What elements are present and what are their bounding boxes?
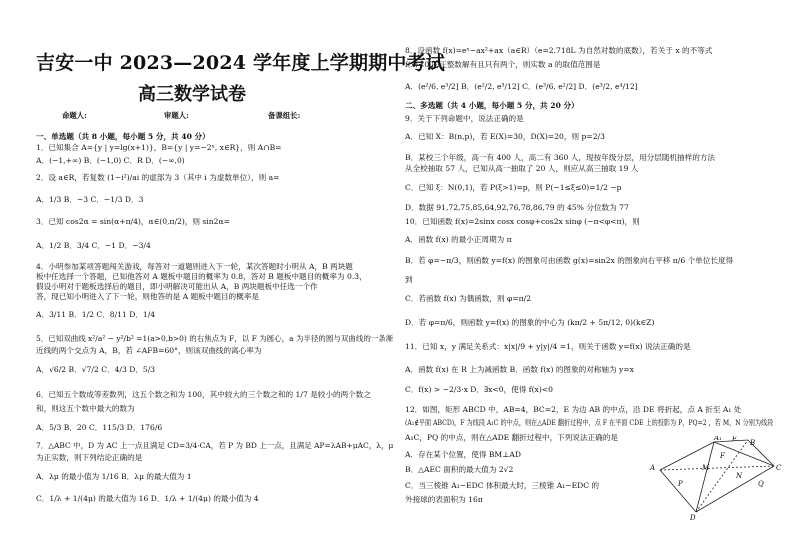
fig-label-c: C — [776, 464, 782, 472]
right-line-18: C．f(x) > −2/3·x D．∃x<0，使得 f(x)<0 — [405, 385, 553, 394]
fig-edge-ad — [660, 470, 696, 512]
left-line-1: 1．已知集合 A={y | y=lg(x+1)}，B={y | y=−2ˣ, x∈R}，则 A∩B= — [36, 143, 282, 152]
exam-subtitle: 高三数学试卷 — [138, 84, 246, 105]
left-line-21: C．1/λ + 1/(4μ) 的最大值为 16 D．1/λ + 1/(4μ) 的最小值为 4 — [36, 494, 259, 503]
right-line-4: 9．关于下列命题中，说法正确的是 — [405, 114, 524, 123]
right-line-21: A₁C，PQ 的中点，则在△ADE 翻折过程中，下列说法正确的是 — [405, 433, 618, 442]
left-line-14: A．√6/2 B．√7/2 C．4/3 D．5/3 — [36, 365, 156, 374]
fig-label-e: E — [732, 436, 738, 443]
fig-edge-ed — [696, 442, 714, 512]
left-line-19: 为正实数，则下列结论正确的是 — [36, 453, 143, 462]
right-line-1: f(x)<0 的正整数解有且只有两个，则实数 a 的取值范围是 — [405, 60, 601, 69]
left-line-7: 4．小明参加某项答题闯关游戏，每答对一道题则进入下一轮，某次答题时小明从 A，B 两块题 — [36, 262, 353, 271]
right-line-5: A．已知 X：B(n,p)，若 E(X)=30，D(X)=20，则 p=2/3 — [405, 132, 605, 141]
right-line-23: B．△AEC 面积的最大值为 2√2 — [405, 465, 514, 474]
left-line-3: 2．设 a∈R，若复数 (1−i²)/ai 的虚部为 3（其中 i 为虚数单位），则 a= — [36, 173, 280, 182]
fig-label-b: B — [750, 439, 756, 447]
left-line-12: 5．已知双曲线 x²/a² − y²/b² =1(a>0,b>0) 的右焦点为 F，以 F 为圆心，a 为半径的圆与双曲线的一条渐 — [36, 334, 394, 343]
fig-label-q: Q — [758, 480, 764, 488]
left-line-15: 6．已知五个数成等差数列，这五个数之和为 100，其中较大的三个数之和的 1/7 是较小的两个数之 — [36, 390, 371, 399]
left-line-8: 板中任选择一个答题，已知他答对 A 题板中题目的概率为 0.8，答对 B 题板中题目的概率为 0.3， — [36, 272, 367, 281]
right-line-9: D．数据 91,72,75,85,64,92,76,78,86,79 的 45% 分位数为 77 — [405, 203, 629, 212]
right-line-19: 12．如图，矩形 ABCD 中，AB=4，BC=2，E 为边 AB 的中点，沿 DE 将折起，点 A 折至 A₁ 处 — [405, 405, 742, 414]
left-line-13: 近线的两个交点为 A，B，若 ∠AFB=60°，则该双曲线的离心率为 — [36, 346, 262, 355]
right-line-7: 从全校抽取 57 人，已知从高一抽取了 20 人，则应从高三抽取 19 人 — [405, 164, 639, 173]
fig-edge-a1c — [660, 466, 774, 470]
right-line-13: 到 — [405, 275, 413, 284]
right-line-17: A．函数 f(x) 在 R 上为减函数 B．函数 f(x) 的图象的对称轴为 y=x — [405, 365, 634, 374]
fig-label-f: F — [720, 452, 725, 460]
right-line-8: C．已知 ξ：N(0,1)，若 P(ξ>1)=p，则 P(−1≤ξ≤0)=1/2 −p — [405, 183, 622, 192]
left-line-17: A．5/3 B．20 C．115/3 D．176/6 — [36, 423, 163, 432]
exam-title: 吉安一中 2023—2024 学年度上学期期中考试 — [36, 52, 445, 74]
right-line-24: C．当三棱锥 A₁−EDC 体积最大时，三棱锥 A₁−EDC 的 — [405, 481, 600, 490]
fig-label-p: P — [678, 480, 683, 488]
left-line-6: A．1/2 B．3/4 C．−1 D．−3/4 — [36, 241, 151, 250]
fig-label-d: D — [690, 514, 696, 522]
geometry-figure — [640, 436, 790, 526]
left-line-2: A．(−1,+∞) B．(−1,0) C．R D．(−∞,0) — [36, 156, 185, 165]
left-line-0: 一、单选题（共 8 小题，每小题 5 分，共 40 分） — [36, 132, 210, 141]
right-line-0: 8．设函数 f(x)=eˣ−ax²+ax（a∈R）（e=2.718L 为自然对数的底数），若关于 x 的不等式 — [405, 46, 713, 55]
group-leader-label: 备课组长: — [268, 111, 301, 120]
left-line-4: A．1/3 B．−3 C．−1/3 D．3 — [36, 195, 144, 204]
fig-label-a: A — [650, 464, 656, 472]
left-line-16: 和，则这五个数中最大的数为 — [36, 404, 135, 413]
right-line-10: 10．已知函数 f(x)=2sinx cosx cosφ+cos2x sinφ (−π<φ<π)，则 — [405, 217, 640, 226]
fig-label-m: M — [702, 464, 710, 472]
right-line-6: B．某校三个年级，高一有 400 人，高二有 360 人，现按年级分层，用分层随机抽样的方法 — [405, 153, 716, 162]
right-line-25: 外接球的表面积为 16π — [405, 495, 483, 504]
left-line-9: 假设小明对于题板选择后的题目，即小明解决可能出从 A，B 两块题板中任选一个作 — [36, 282, 318, 291]
left-line-20: A．λμ 的最小值为 1/16 B．λμ 的最大值为 1 — [36, 472, 192, 481]
right-line-12: B．若 φ=−π/3，则函数 y=f(x) 的图象可由函数 g(x)=sin2x 的图象向右平移 π/6 个单位长度得 — [405, 256, 734, 265]
right-line-14: C．若函数 f(x) 为偶函数，则 φ=π/2 — [405, 294, 532, 303]
left-line-10: 答，现已知小明进入了下一轮，则他答的是 A 题板中题目的概率是 — [36, 292, 259, 301]
fig-edge-dc — [696, 466, 774, 512]
right-line-22: A．存在某个位置，使得 BM⊥AD — [405, 450, 521, 459]
author-label: 命题人: — [62, 111, 87, 120]
left-line-5: 3．已知 cos2α = sin(α+π/4)，α∈(0,π/2)，则 sin2α= — [36, 217, 230, 226]
right-line-11: A．函数 f(x) 的最小正周期为 π — [405, 235, 512, 244]
right-line-2: A．(e²/6, e³/2] B．(e²/2, e³/12] C．(e³/6, e²/2] D．(e³/2, e⁴/12] — [405, 82, 638, 91]
right-line-3: 二、多选题（共 4 小题，每小题 5 分，共 20 分） — [405, 101, 579, 110]
fig-label-n: N — [736, 472, 743, 480]
right-line-16: 11．已知 x，y 满足关系式：x|x|/9 + y|y|/4 =1，则关于函数 y=f(x) 说法正确的是 — [405, 342, 691, 351]
right-line-15: D．若 φ=π/6，则函数 y=f(x) 的图象的中心为 (kπ/2 + 5π/12, 0)(k∈Z) — [405, 318, 655, 327]
left-line-11: A．3/11 B．1/2 C．8/11 D．1/4 — [36, 310, 156, 319]
left-line-18: 7．△ABC 中，D 为 AC 上一点且满足 CD=3/4·CA，若 P 为 BD 上一点，且满足 AP=λAB+μAC，λ，μ — [36, 441, 394, 450]
right-line-20: (A₁∉平面 ABCD)，F 为线段 A₁C 的中点，则在△ADE 翻折过程中，点 F 在平面 CDE 上的投影为 P，PQ=2 ，若 M，N 分别为线段 — [405, 418, 774, 427]
reviewer-label: 审题人: — [164, 111, 189, 120]
fig-label-a1: A₁ — [714, 436, 722, 442]
